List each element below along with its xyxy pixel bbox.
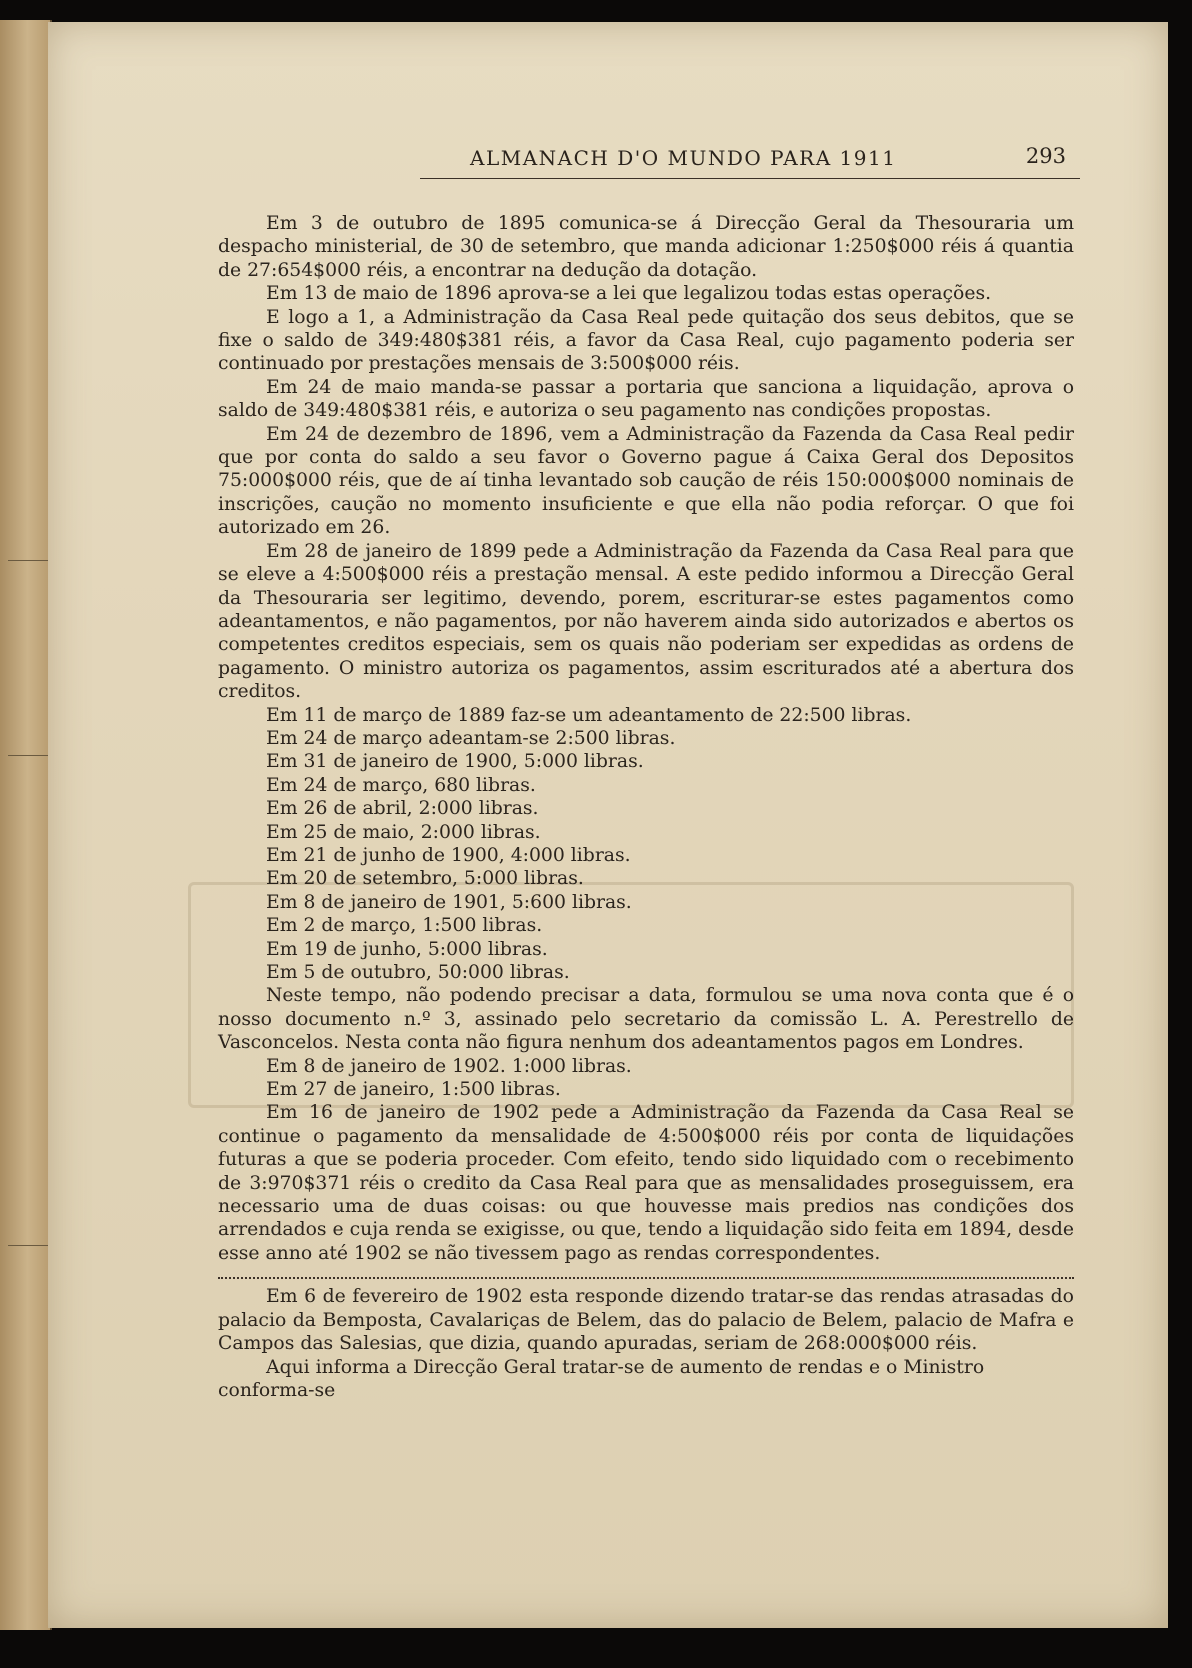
paragraph: Em 13 de maio de 1896 aprova-se a lei que legalizou todas estas operações. — [266, 283, 992, 305]
dotted-separator — [218, 1265, 1074, 1279]
payment-entry: Em 8 de janeiro de 1902. 1:000 libras. — [266, 1055, 632, 1077]
running-title: ALMANACH D'O MUNDO PARA 1911 — [470, 146, 897, 170]
paragraph: Em 24 de maio manda-se passar a portaria que sanciona a liquidação, aprova o saldo de 349:480$381 réis, e autoriza o seu pagamento nas condições propostas. — [218, 376, 1074, 422]
previous-page-edge — [0, 20, 52, 1630]
payment-entry: Em 25 de maio, 2:000 libras. — [266, 821, 541, 843]
payment-entry: Em 2 de março, 1:500 libras. — [266, 915, 543, 937]
paragraph: Em 16 de janeiro de 1902 pede a Administração da Fazenda da Casa Real se continue o pagamento da mensalidade de 4:500$000 réis por conta de liquidações futuras a que se poderia proceder. Com efeito, tendo sido liquidado com o recebimento de 3:970$371 réis o credito da Casa Real para que as mensalidades proseguissem, era necessario uma de duas coisas: ou que houvesse mais predios nas condições dos arrendados e cuja renda se exigisse, ou que, tendo a liquidação sido feita em 1894, desde esse anno até 1902 se não tivessem pago as rendas correspondentes. — [218, 1102, 1074, 1264]
payment-entry: Em 11 de março de 1889 faz-se um adeantamento de 22:500 libras. — [266, 704, 912, 726]
payment-entry: Em 24 de março adeantam-se 2:500 libras. — [266, 727, 676, 749]
body-text — [218, 212, 1074, 1402]
payment-entry: Em 27 de janeiro, 1:500 libras. — [266, 1079, 561, 1101]
header-rule — [420, 178, 1080, 179]
paragraph: Aqui informa a Direcção Geral tratar-se de aumento de rendas e o Ministro conforma-se — [218, 1356, 985, 1401]
paragraph: Em 6 de fevereiro de 1902 esta responde dizendo tratar-se das rendas atrasadas do palacio da Bemposta, Cavalariças de Belem, das do palacio de Belem, palacio de Mafra e Campos das Salesias, que dizia, quando apuradas, seriam de 268:000$000 réis. — [218, 1286, 1074, 1355]
payment-entry: Em 8 de janeiro de 1901, 5:600 libras. — [266, 891, 632, 913]
payment-entry: Em 21 de junho de 1900, 4:000 libras. — [266, 844, 631, 866]
payment-entry: Em 24 de março, 680 libras. — [266, 774, 536, 796]
book-page — [48, 22, 1168, 1628]
payment-entry: Em 26 de abril, 2:000 libras. — [266, 798, 539, 820]
paragraph: Em 3 de outubro de 1895 comunica-se á Direcção Geral da Thesouraria um despacho ministerial, de 30 de setembro, que manda adicionar 1:250$000 réis á quantia de 27:654$000 réis, a encontrar na dedução da dotação. — [218, 213, 1074, 281]
running-header — [420, 122, 1080, 182]
page-number: 293 — [1025, 144, 1066, 168]
payment-entry: Em 19 de junho, 5:000 libras. — [266, 938, 548, 960]
payment-entry: Em 20 de setembro, 5:000 libras. — [266, 868, 584, 890]
payment-entry: Em 31 de janeiro de 1900, 5:000 libras. — [266, 751, 644, 773]
paragraph: Em 28 de janeiro de 1899 pede a Administração da Fazenda da Casa Real para que se eleve a 4:500$000 réis a prestação mensal. A este pedido informou a Direcção Geral da Thesouraria ser legitimo, devendo, porem, escriturar-se estes pagamentos como adeantamentos, e não pagamentos, por não haverem ainda sido autorizados e abertos os competentes creditos especiais, sem os quais não poderiam ser expedidas as ordens de pagamento. O ministro autoriza os pagamentos, assim escriturados até a abertura dos creditos. — [218, 540, 1074, 703]
paragraph: Em 24 de dezembro de 1896, vem a Administração da Fazenda da Casa Real pedir que por conta do saldo a seu favor o Governo pague á Caixa Geral dos Depositos 75:000$000 réis, que de aí tinha levantado sob caução de réis 150:000$000 nominais de inscrições, caução no momento insuficiente e que ella não podia reforçar. O que foi autorizado em 26. — [218, 423, 1074, 539]
paragraph: Neste tempo, não podendo precisar a data, formulou se uma nova conta que é o nosso documento n.º 3, assinado pelo secretario da comissão L. A. Perestrello de Vasconcelos. Nesta conta não figura nenhum dos adeantamentos pagos em Londres. — [218, 985, 1074, 1054]
payment-entry: Em 5 de outubro, 50:000 libras. — [266, 962, 570, 983]
paragraph: E logo a 1, a Administração da Casa Real pede quitação dos seus debitos, que se fixe o saldo de 349:480$381 réis, a favor da Casa Real, cujo pagamento poderia ser continuado por prestações mensais de 3:500$000 réis. — [218, 306, 1074, 375]
